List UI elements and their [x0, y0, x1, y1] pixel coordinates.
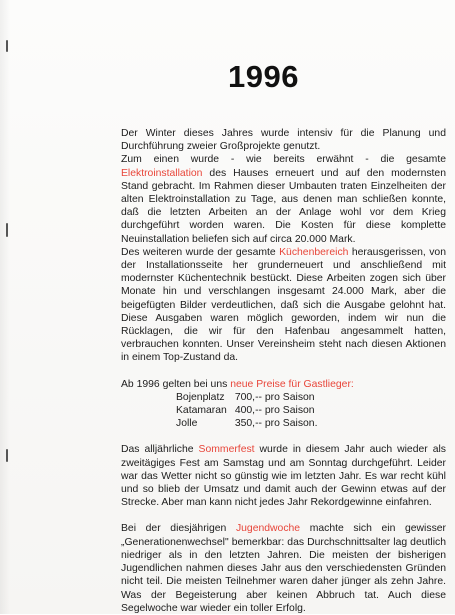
price-list [176, 391, 446, 431]
text-span: des Hauses erneuert und auf den modernsten Stand gebracht. Im Rahmen dieser Umbauten traten Einzelheiten der alten Elektroinstallation zu Tage, aus denen man schließen konnte, daß die letzten Arbeiten an der Anlage wohl vor dem Krieg durchgeführt worden waren. Die Kosten für diese komplette Neuinstallation beliefen sich auf circa 20.000 Mark. [121, 167, 446, 245]
price-row [176, 404, 446, 417]
paragraph-prices [121, 378, 446, 391]
highlight-jugendwoche: Jugendwoche [235, 523, 301, 535]
price-amount: 700,-- [234, 391, 262, 403]
highlight-elektroinstallation: Elektroinstallation [121, 167, 203, 179]
paragraph-projects [121, 127, 446, 365]
highlight-neue-preise: neue Preise für Gastlieger: [230, 378, 354, 390]
price-amount: 400,-- [234, 405, 262, 417]
text-span: Bei der diesjährigen [121, 523, 236, 535]
binder-mark-top [6, 40, 8, 52]
highlight-sommerfest: Sommerfest [198, 444, 255, 456]
price-category: Bojenplatz [176, 391, 225, 403]
text-span: Ab 1996 gelten bei uns [121, 378, 231, 390]
paragraph-jugendwoche [121, 522, 446, 614]
paragraph-gap [121, 509, 446, 522]
price-unit: pro Saison [264, 391, 315, 403]
text-span: Des weiteren wurde der gesamte [121, 246, 280, 258]
page-title: 1996 [228, 59, 299, 94]
price-row [176, 417, 446, 430]
paragraph-sommerfest [121, 443, 446, 509]
text-span: Das alljährliche [121, 444, 199, 456]
paragraph-gap [121, 430, 446, 443]
binder-mark-bottom [6, 449, 8, 462]
price-category: Katamaran [176, 405, 227, 417]
price-category: Jolle [176, 418, 198, 430]
text-span: machte sich ein gewisser „Generationenwechsel" bemerkbar: das Durchschnittsalter lag deutlich niedriger als in den letzten Jahren. Die meisten der bisherigen Jugendlichen nahmen dieses Jahr aus den verschiedensten Gründen nicht teil. Die meisten Teilnehmer waren daher jünger als zehn Jahre. Was der Begeisterung aber keinen Abbruch tat. Auch diese Segelwoche war wieder ein toller Erfolg. [121, 523, 446, 614]
text-span: Zum einen wurde - wie bereits erwähnt - die gesamte [121, 154, 446, 166]
paragraph-gap [121, 365, 446, 378]
price-unit: pro Saison. [264, 418, 318, 430]
highlight-kuechenbereich: Küchenbereich [279, 246, 349, 258]
price-unit: pro Saison [264, 405, 315, 417]
price-row [176, 391, 446, 404]
text-span: wurde in diesem Jahr auch wieder als zweitägiges Fest am Samstag und am Sonntag durchgeführt. Leider war das Wetter nicht so günstig wie im letzten Jahr. Es war recht kühl und so blieb der Umsatz und damit auch der Gewinn etwas auf der Strecke. Aber man kann nicht jedes Jahr Rekordgewinne einfahren. [121, 444, 446, 509]
binder-mark-middle [6, 223, 8, 237]
article-body [121, 127, 446, 615]
text-span: Der Winter dieses Jahres wurde intensiv für die Planung und Durchführung zweier Großprojekte genutzt. [121, 128, 446, 153]
text-span: herausgerissen, von der Installationsseite her grunderneuert und anschließend mit modernster Küchentechnik bestückt. Diese Arbeiten zogen sich über Monate hin und verschlangen insgesamt 24.000 Mark, aber die beigefügten Bilder verdeutlichen, daß sich die Ausgabe gelohnt hat. Diese Ausgaben waren möglich geworden, indem wir nun die Rücklagen, die wir für den Hafenbau angesammelt hatten, verbrauchen konnten. Unser Vereinsheim steht nach diesen Aktionen in einem Top-Zustand da. [121, 246, 446, 364]
price-amount: 350,-- [234, 418, 262, 430]
